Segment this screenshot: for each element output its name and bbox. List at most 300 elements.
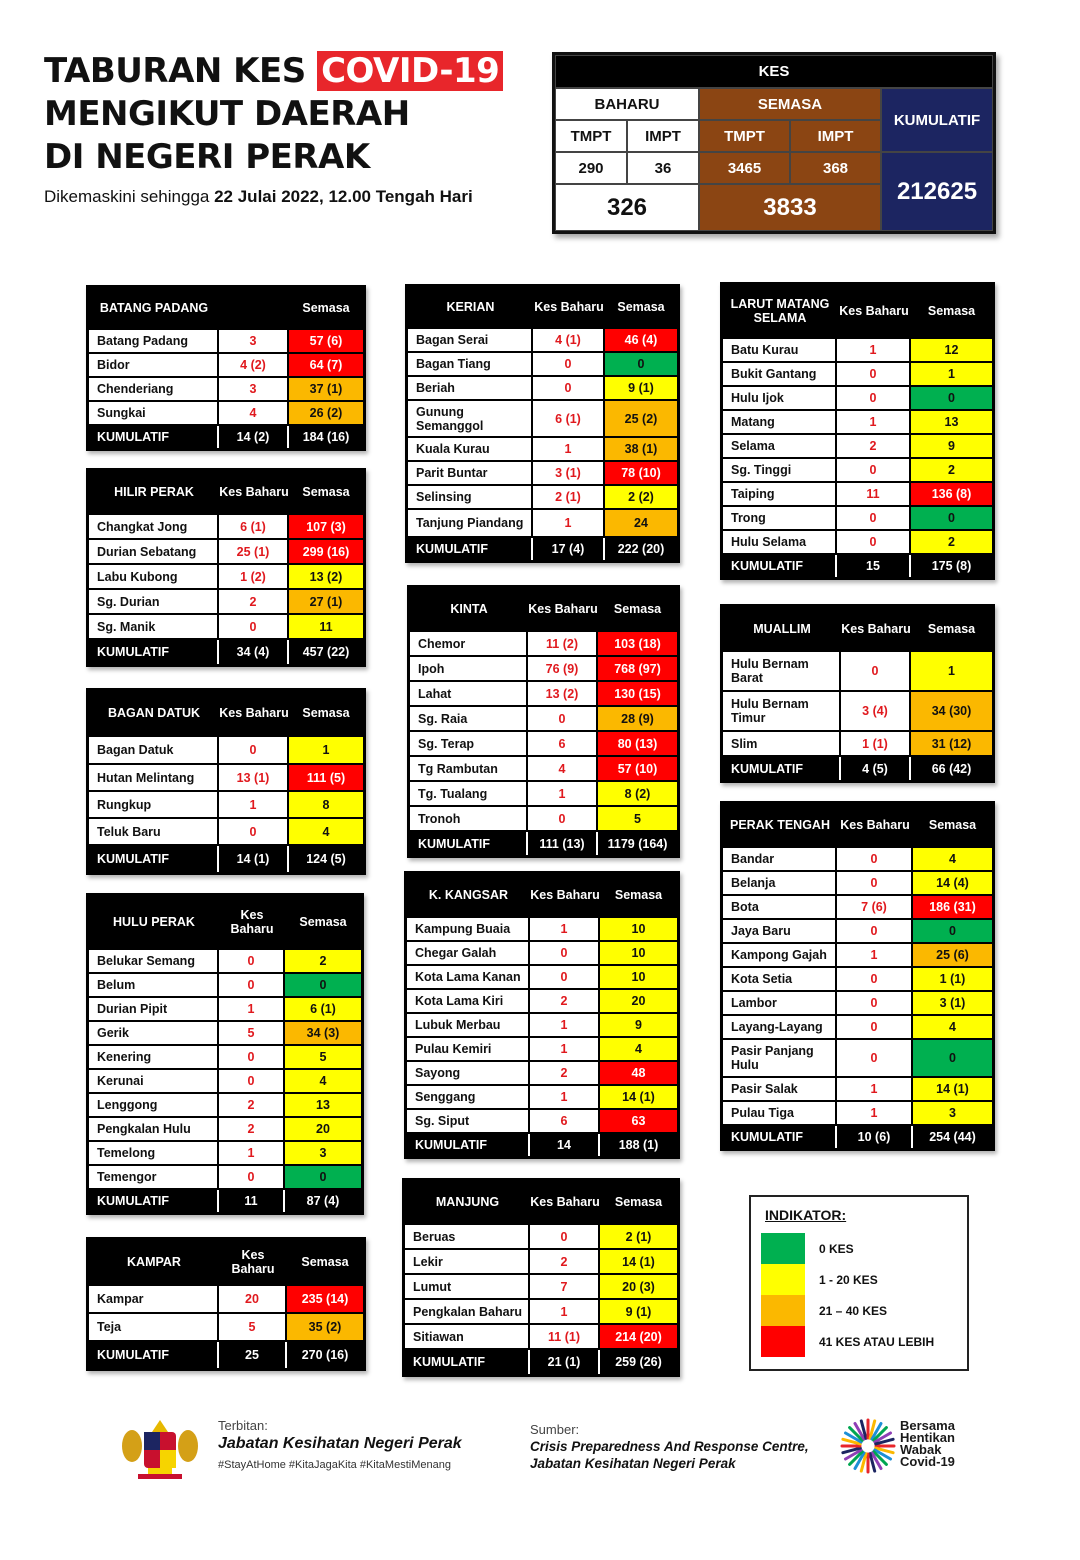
semasa-cell: 0 (913, 1040, 992, 1076)
logo-line: Bersama (900, 1418, 955, 1433)
kes-baharu-cell: 2 (530, 1250, 600, 1273)
kes-baharu-header: Kes Baharu (231, 1248, 275, 1276)
kes-baharu-header: Kes Baharu (534, 300, 604, 314)
page-title-line3: DI NEGERI PERAK (44, 137, 370, 177)
semasa-cell: 103 (18) (598, 632, 677, 655)
kes-baharu-cell: 0 (841, 652, 911, 690)
table-row (723, 894, 992, 918)
kes-baharu-cell: 2 (530, 990, 600, 1012)
table-row (723, 337, 992, 361)
district-table-header (89, 1240, 363, 1284)
source (530, 1422, 809, 1471)
district-table-header (405, 1181, 677, 1223)
table-row (89, 1020, 361, 1044)
kes-baharu-cell: 7 (6) (837, 896, 913, 918)
area-name: Gerik (89, 1022, 219, 1044)
table-row (89, 563, 363, 588)
table-row (408, 399, 677, 436)
semasa-cell: 299 (16) (289, 540, 363, 563)
kumulatif-baharu: 4 (5) (841, 757, 911, 780)
summary-baharu-impt-value: 36 (627, 152, 699, 184)
table-row (89, 735, 363, 763)
summary-semasa-tmpt-label: TMPT (699, 120, 790, 152)
district-table (86, 468, 366, 667)
legend-title: INDIKATOR: (765, 1207, 847, 1223)
area-name: Labu Kubong (89, 565, 219, 588)
semasa-header: Semasa (299, 915, 347, 929)
kes-baharu-cell: 5 (219, 1314, 287, 1340)
kes-baharu-cell: 1 (219, 998, 285, 1020)
semasa-cell: 63 (600, 1110, 677, 1132)
publisher-name: Jabatan Kesihatan Negeri Perak (218, 1435, 462, 1452)
area-name: Rungkup (89, 792, 219, 817)
table-row (89, 1312, 363, 1340)
semasa-header: Semasa (301, 1255, 349, 1269)
area-name: Kerunai (89, 1070, 219, 1092)
summary-kes-header: KES (555, 55, 993, 88)
table-row (407, 1084, 677, 1108)
sunburst-icon (840, 1418, 896, 1474)
area-name: Tronoh (410, 807, 528, 830)
semasa-cell: 38 (1) (605, 438, 677, 460)
table-row (410, 655, 677, 680)
area-name: Tanjung Piandang (408, 510, 533, 536)
area-name: Tg Rambutan (410, 757, 528, 780)
semasa-cell: 1 (289, 737, 363, 763)
kes-baharu-header: Kes Baharu (528, 602, 598, 616)
area-name: Kenering (89, 1046, 219, 1068)
district-table (404, 871, 680, 1159)
semasa-cell: 768 (97) (598, 657, 677, 680)
semasa-cell: 20 (600, 990, 677, 1012)
district-name: BAGAN DATUK (107, 706, 201, 720)
kumulatif-semasa: 254 (44) (929, 1130, 976, 1144)
semasa-header: Semasa (928, 818, 977, 832)
table-row (723, 1014, 992, 1038)
district-table (407, 585, 680, 858)
district-name: MANJUNG (435, 1195, 500, 1209)
semasa-cell: 9 (600, 1014, 677, 1036)
semasa-cell: 2 (911, 531, 992, 553)
kumulatif-row (89, 844, 363, 872)
semasa-cell: 57 (10) (598, 757, 677, 780)
semasa-cell: 1 (911, 363, 992, 385)
table-row (89, 613, 363, 638)
kes-baharu-cell: 0 (219, 615, 289, 638)
area-name: Sg. Tinggi (723, 459, 837, 481)
kes-baharu-cell: 0 (837, 968, 913, 990)
kes-baharu-cell: 0 (533, 377, 605, 399)
semasa-cell: 111 (5) (289, 765, 363, 790)
kumulatif-semasa: 124 (5) (306, 852, 346, 866)
table-row (410, 755, 677, 780)
table-row (405, 1273, 677, 1298)
kes-baharu-cell: 1 (530, 1300, 600, 1323)
kumulatif-row (405, 1348, 677, 1374)
semasa-cell: 4 (600, 1038, 677, 1060)
kumulatif-label: KUMULATIF (89, 1190, 219, 1212)
district-name: BATANG PADANG (99, 301, 209, 315)
semasa-cell: 13 (2) (289, 565, 363, 588)
page-title-line1 (44, 50, 544, 93)
semasa-header: Semasa (302, 301, 350, 315)
semasa-cell: 25 (2) (605, 401, 677, 436)
kumulatif-label: KUMULATIF (89, 640, 219, 664)
source-line: Crisis Preparedness And Response Centre, (530, 1439, 809, 1454)
area-name: Pengkalan Hulu (89, 1118, 219, 1140)
kes-baharu-cell: 4 (528, 757, 598, 780)
semasa-cell: 2 (911, 459, 992, 481)
kes-baharu-cell: 20 (219, 1286, 287, 1312)
semasa-cell: 28 (9) (598, 707, 677, 730)
kes-baharu-cell: 0 (530, 1225, 600, 1248)
table-row (407, 964, 677, 988)
district-table-header (723, 804, 992, 846)
semasa-cell: 235 (14) (287, 1286, 363, 1312)
semasa-cell: 20 (285, 1118, 361, 1140)
semasa-cell: 4 (289, 819, 363, 844)
semasa-cell: 1 (911, 652, 992, 690)
district-name: KAMPAR (127, 1255, 181, 1269)
semasa-cell: 0 (911, 507, 992, 529)
area-name: Kota Lama Kanan (407, 966, 530, 988)
kes-baharu-cell: 2 (530, 1062, 600, 1084)
district-table (720, 801, 995, 1151)
kes-baharu-cell: 0 (837, 872, 913, 894)
semasa-cell: 57 (6) (289, 330, 363, 352)
table-row (407, 988, 677, 1012)
kumulatif-semasa: 457 (22) (302, 645, 350, 659)
kumulatif-baharu: 25 (219, 1342, 287, 1368)
kes-baharu-cell: 0 (219, 950, 285, 972)
semasa-cell: 14 (1) (600, 1250, 677, 1273)
kumulatif-semasa: 87 (4) (306, 1194, 340, 1208)
kes-baharu-cell: 3 (4) (841, 692, 911, 730)
kumulatif-baharu: 14 (1) (219, 846, 289, 872)
legend (749, 1195, 969, 1371)
semasa-cell: 136 (8) (911, 483, 992, 505)
kumulatif-semasa: 175 (8) (931, 559, 972, 573)
district-name: KERIAN (446, 300, 495, 314)
semasa-cell: 34 (30) (911, 692, 992, 730)
table-row (408, 436, 677, 460)
kes-baharu-header: Kes Baharu (230, 908, 274, 936)
malaysia-crest-icon (118, 1418, 202, 1480)
summary-baharu-tmpt-value: 290 (555, 152, 627, 184)
kes-baharu-cell: 0 (837, 848, 913, 870)
district-table (405, 284, 680, 563)
source-line: Jabatan Kesihatan Negeri Perak (530, 1456, 736, 1471)
kes-baharu-cell: 6 (530, 1110, 600, 1132)
kumulatif-label: KUMULATIF (407, 1134, 530, 1156)
kes-baharu-header: Kes Baharu (219, 485, 289, 499)
area-name: Selinsing (408, 486, 533, 508)
semasa-cell: 37 (1) (289, 378, 363, 400)
semasa-cell: 14 (4) (913, 872, 992, 894)
logo-line: Covid-19 (900, 1454, 955, 1469)
kes-baharu-cell: 0 (219, 737, 289, 763)
semasa-cell: 10 (600, 966, 677, 988)
semasa-cell: 3 (285, 1142, 361, 1164)
kumulatif-label: KUMULATIF (89, 846, 219, 872)
kes-baharu-cell: 0 (837, 507, 911, 529)
semasa-cell: 80 (13) (598, 732, 677, 755)
semasa-cell: 13 (911, 411, 992, 433)
semasa-cell: 6 (1) (285, 998, 361, 1020)
kes-baharu-header: Kes Baharu (530, 888, 600, 902)
table-row (408, 327, 677, 351)
semasa-cell: 4 (285, 1070, 361, 1092)
district-table-header (89, 288, 363, 328)
summary-semasa-total: 3833 (699, 184, 881, 231)
district-name: LARUT MATANG SELAMA (730, 297, 830, 325)
campaign-logo-text (900, 1420, 955, 1468)
district-table (402, 1178, 680, 1377)
area-name: Senggang (407, 1086, 530, 1108)
kes-baharu-cell: 0 (837, 1016, 913, 1038)
table-row (723, 481, 992, 505)
kumulatif-row (89, 1188, 361, 1212)
kes-baharu-cell: 1 (1) (841, 732, 911, 755)
semasa-cell: 0 (911, 387, 992, 409)
kes-baharu-cell: 1 (219, 792, 289, 817)
kes-baharu-cell: 4 (219, 402, 289, 424)
table-row (410, 730, 677, 755)
table-row (723, 730, 992, 755)
semasa-cell: 34 (3) (285, 1022, 361, 1044)
area-name: Durian Pipit (89, 998, 219, 1020)
table-row (723, 433, 992, 457)
table-row (89, 817, 363, 844)
kes-baharu-cell: 0 (528, 707, 598, 730)
area-name: Batang Padang (89, 330, 219, 352)
kumulatif-baharu: 10 (6) (837, 1126, 913, 1148)
semasa-cell: 64 (7) (289, 354, 363, 376)
table-row (723, 1076, 992, 1100)
kes-baharu-cell: 2 (219, 1094, 285, 1116)
page-title-line2: MENGIKUT DAERAH (44, 94, 410, 134)
area-name: Kampung Buaia (407, 918, 530, 940)
kumulatif-row (408, 536, 677, 560)
semasa-cell: 78 (10) (605, 462, 677, 484)
area-name: Pengkalan Baharu (405, 1300, 530, 1323)
semasa-cell: 14 (1) (600, 1086, 677, 1108)
table-row (407, 1108, 677, 1132)
area-name: Changkat Jong (89, 515, 219, 538)
area-name: Sg. Durian (89, 590, 219, 613)
kes-baharu-cell: 0 (219, 1166, 285, 1188)
area-name: Temelong (89, 1142, 219, 1164)
kumulatif-semasa: 184 (16) (302, 430, 350, 444)
kes-baharu-cell: 0 (219, 819, 289, 844)
kes-baharu-cell: 0 (530, 942, 600, 964)
kumulatif-row (410, 830, 677, 855)
table-row (723, 529, 992, 553)
summary-baharu-tmpt-label: TMPT (555, 120, 627, 152)
table-row (405, 1223, 677, 1248)
kumulatif-row (89, 1340, 363, 1368)
area-name: Hulu Ijok (723, 387, 837, 409)
kes-baharu-cell: 1 (2) (219, 565, 289, 588)
kes-baharu-cell: 1 (837, 1102, 913, 1124)
district-table (86, 285, 366, 451)
kumulatif-label: KUMULATIF (408, 538, 533, 560)
semasa-cell: 0 (285, 1166, 361, 1188)
kes-baharu-cell: 1 (837, 411, 911, 433)
area-name: Kuala Kurau (408, 438, 533, 460)
kes-baharu-cell: 5 (219, 1022, 285, 1044)
kumulatif-semasa: 222 (20) (617, 542, 665, 556)
kumulatif-label: KUMULATIF (405, 1350, 530, 1374)
district-table (720, 282, 995, 580)
district-name: MUALLIM (753, 621, 811, 636)
area-name: Hulu Selama (723, 531, 837, 553)
semasa-cell: 31 (12) (911, 732, 992, 755)
semasa-header: Semasa (927, 304, 976, 318)
table-row (89, 376, 363, 400)
legend-label: 0 KES (819, 1241, 854, 1256)
semasa-cell: 9 (1) (600, 1300, 677, 1323)
kumulatif-row (723, 553, 992, 577)
kes-baharu-cell: 2 (837, 435, 911, 457)
table-row (723, 966, 992, 990)
area-name: Lambor (723, 992, 837, 1014)
campaign-logo (840, 1418, 980, 1478)
kes-baharu-header (219, 288, 289, 328)
table-row (410, 630, 677, 655)
updated-text (44, 187, 544, 207)
district-table (86, 1237, 366, 1371)
kes-baharu-cell: 7 (530, 1275, 600, 1298)
publisher-label: Terbitan: (218, 1418, 268, 1433)
kes-baharu-cell: 1 (530, 1038, 600, 1060)
semasa-cell: 4 (913, 848, 992, 870)
area-name: Lekir (405, 1250, 530, 1273)
kumulatif-label: KUMULATIF (410, 832, 528, 855)
semasa-cell: 13 (285, 1094, 361, 1116)
district-table-header (407, 874, 677, 916)
table-row (723, 505, 992, 529)
area-name: Chenderiang (89, 378, 219, 400)
semasa-cell: 8 (289, 792, 363, 817)
area-name: Lenggong (89, 1094, 219, 1116)
area-name: Bukit Gantang (723, 363, 837, 385)
summary-baharu-header: BAHARU (555, 88, 699, 120)
summary-baharu-total: 326 (555, 184, 699, 231)
area-name: Sg. Manik (89, 615, 219, 638)
area-name: Belum (89, 974, 219, 996)
table-row (89, 763, 363, 790)
table-row (407, 940, 677, 964)
area-name: Belanja (723, 872, 837, 894)
table-row (410, 680, 677, 705)
kumulatif-baharu: 17 (4) (533, 538, 605, 560)
area-name: Hulu Bernam Barat (723, 652, 841, 690)
table-row (89, 1140, 361, 1164)
table-row (723, 1100, 992, 1124)
table-row (89, 790, 363, 817)
legend-label: 1 - 20 KES (819, 1272, 878, 1287)
semasa-header: Semasa (614, 1195, 663, 1209)
semasa-cell: 186 (31) (913, 896, 992, 918)
area-name: Parit Buntar (408, 462, 533, 484)
kumulatif-label: KUMULATIF (723, 1126, 837, 1148)
table-row (89, 1284, 363, 1312)
table-row (723, 846, 992, 870)
district-name: PERAK TENGAH (729, 818, 830, 832)
kes-baharu-cell: 2 (219, 1118, 285, 1140)
semasa-header: Semasa (927, 621, 976, 636)
semasa-cell: 2 (2) (605, 486, 677, 508)
table-row (723, 409, 992, 433)
kumulatif-baharu: 21 (1) (530, 1350, 600, 1374)
kes-baharu-cell: 0 (837, 1040, 913, 1076)
district-name: HULU PERAK (113, 915, 195, 929)
table-row (89, 972, 361, 996)
kes-baharu-cell: 0 (528, 807, 598, 830)
area-name: Kampar (89, 1286, 219, 1312)
semasa-cell: 48 (600, 1062, 677, 1084)
district-table-header (723, 607, 992, 650)
kes-baharu-cell: 1 (837, 944, 913, 966)
table-row (723, 870, 992, 894)
kumulatif-label: KUMULATIF (723, 757, 841, 780)
semasa-cell: 25 (6) (913, 944, 992, 966)
area-name: Lumut (405, 1275, 530, 1298)
semasa-cell: 10 (600, 942, 677, 964)
semasa-header: Semasa (613, 602, 662, 616)
table-row (723, 457, 992, 481)
area-name: Pasir Salak (723, 1078, 837, 1100)
area-name: Lubuk Merbau (407, 1014, 530, 1036)
table-row (723, 918, 992, 942)
table-row (89, 1116, 361, 1140)
kes-baharu-cell: 1 (837, 339, 911, 361)
kes-baharu-cell: 1 (837, 1078, 913, 1100)
semasa-header: Semasa (617, 300, 665, 314)
kumulatif-baharu: 14 (530, 1134, 600, 1156)
kumulatif-baharu: 111 (13) (528, 832, 598, 855)
table-row (89, 352, 363, 376)
kumulatif-row (89, 638, 363, 664)
table-row (723, 690, 992, 730)
kumulatif-label: KUMULATIF (89, 426, 219, 448)
table-row (723, 650, 992, 690)
kumulatif-label: KUMULATIF (89, 1342, 219, 1368)
semasa-cell: 2 (1) (600, 1225, 677, 1248)
legend-swatch-orange (761, 1295, 805, 1326)
table-row (89, 588, 363, 613)
kes-baharu-cell: 0 (837, 459, 911, 481)
table-row (405, 1248, 677, 1273)
area-name: Temengor (89, 1166, 219, 1188)
kumulatif-baharu: 14 (2) (219, 426, 289, 448)
district-table-header (89, 691, 363, 735)
area-name: Hutan Melintang (89, 765, 219, 790)
table-row (408, 375, 677, 399)
kes-baharu-cell: 3 (219, 330, 289, 352)
semasa-header: Semasa (302, 706, 350, 720)
semasa-header: Semasa (302, 485, 350, 499)
kes-baharu-cell: 11 (2) (528, 632, 598, 655)
semasa-cell: 9 (911, 435, 992, 457)
kes-baharu-cell: 3 (219, 378, 289, 400)
table-row (407, 1036, 677, 1060)
kes-baharu-cell: 1 (533, 438, 605, 460)
kes-baharu-cell: 13 (1) (219, 765, 289, 790)
kes-baharu-header: Kes Baharu (840, 818, 910, 832)
summary-kumulatif-value: 212625 (881, 152, 993, 231)
